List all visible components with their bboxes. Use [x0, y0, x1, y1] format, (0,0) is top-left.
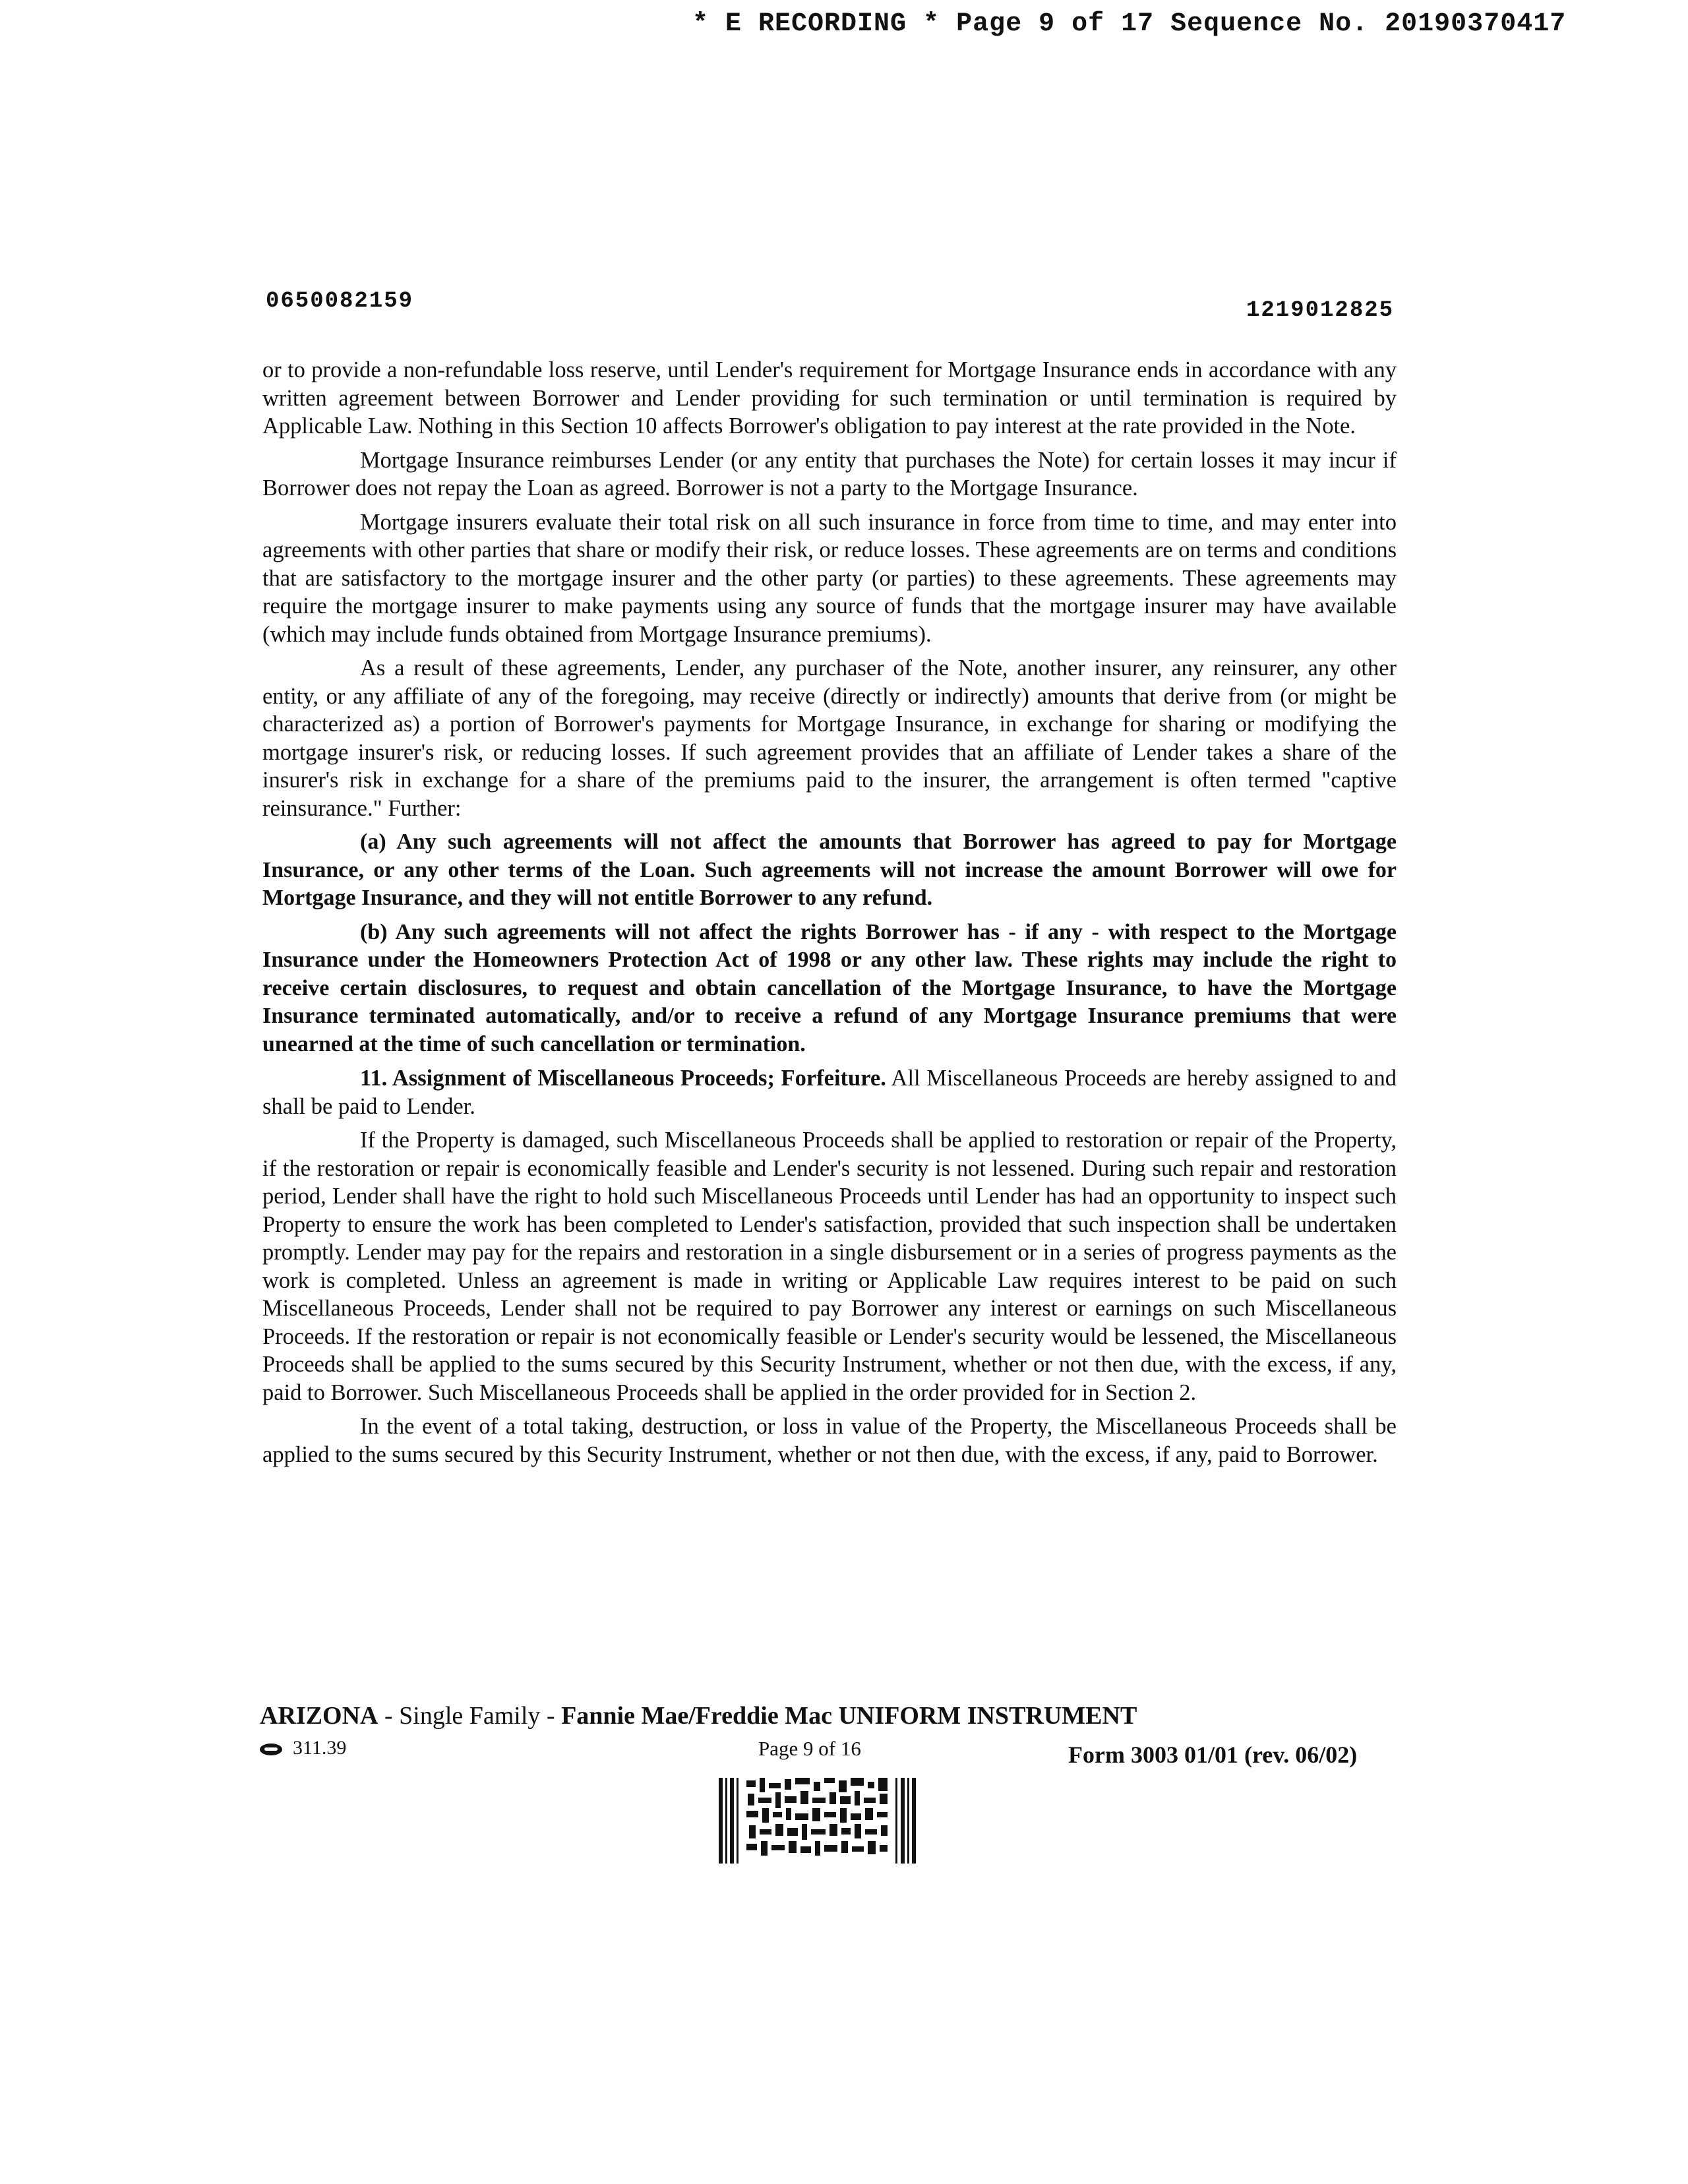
- paragraph-property-damaged: If the Property is damaged, such Miscellaneous Proceeds shall be applied to restoration or repair of the Property, if the restoration or repair is economically feasible and Lender's security is not lessened. During such repair and restoration period, Lender shall have the right to hold such Miscellaneous Proceeds until Lender has had an opportunity to inspect such Property to ensure the work has been completed to Lender's satisfaction, provided that such inspection shall be undertaken promptly. Lender may pay for the repairs and restoration in a single disbursement or in a series of progress payments as the work is completed. Unless an agreement is made in writing or Applicable Law requires interest to be paid on such Miscellaneous Proceeds, Lender shall not be required to pay Borrower any interest or earnings on such Miscellaneous Proceeds. If the restoration or repair is not economically feasible or Lender's security would be lessened, the Miscellaneous Proceeds shall be applied to the sums secured by this Security Instrument, whether or not then due, with the excess, if any, paid to Borrower. Such Miscellaneous Proceeds shall be applied in the order provided for in Section 2.: [262, 1128, 1397, 1405]
- section-11-text: All Miscellaneous Proceeds are hereby assigned to and shall be paid to Lender.: [262, 1066, 1397, 1119]
- paragraph-agreements-result: As a result of these agreements, Lender, any purchaser of the Note, another insurer, any reinsurer, any other entity, or any affiliate of any of the foregoing, may receive (directly or indirectly) amounts that derive from (or might be characterized as) a portion of Borrower's payments for Mortgage Insurance, in exchange for sharing or modifying the mortgage insurer's risk, or reducing losses. If such agreement provides that an affiliate of Lender takes a share of the insurer's risk in exchange for a share of the premiums paid to the insurer, the arrangement is often termed "captive reinsurance." Further:: [262, 655, 1397, 821]
- paragraph-continuation: or to provide a non-refundable loss reserve, until Lender's requirement for Mortgage Insurance ends in accordance with any written agreement between Borrower and Lender providing for such termination or until termination is required by Applicable Law. Nothing in this Section 10 affects Borrower's obligation to pay interest at the rate provided in the Note.: [262, 357, 1397, 439]
- recording-header: * E RECORDING * Page 9 of 17 Sequence No. 20190370417: [692, 9, 1567, 39]
- paragraph-total-taking: In the event of a total taking, destruction, or loss in value of the Property, the Miscellaneous Proceeds shall be applied to the sums secured by this Security Instrument, whether or not then due, with the excess, if any, paid to Borrower.: [262, 1414, 1397, 1467]
- loan-number-right: 1219012825: [1246, 298, 1395, 323]
- loan-number-left: 0650082159: [266, 289, 414, 314]
- footer-code: [260, 1737, 346, 1759]
- document-body: [262, 356, 1397, 1474]
- paragraph-mi-insurers: Mortgage insurers evaluate their total risk on all such insurance in force from time to time, and may enter into agreements with other parties that share or modify their risk, or reduce losses. These agreements are on terms and conditions that are satisfactory to the mortgage insurer and the other party (or parties) to these agreements. These agreements may require the mortgage insurer to make payments using any source of funds that the mortgage insurer may have available (which may include funds obtained from Mortgage Insurance premiums).: [262, 509, 1397, 647]
- form-number: Form 3003 01/01 (rev. 06/02): [1068, 1742, 1358, 1768]
- footer-state: ARIZONA: [260, 1702, 378, 1730]
- paragraph-clause-b: (b) Any such agreements will not affect the rights Borrower has - if any - with respect to the Mortgage Insurance under the Homeowners Protection Act of 1998 or any other law. These rights may include the right to receive certain disclosures, to request and obtain cancellation of the Mortgage Insurance, to have the Mortgage Insurance terminated automatically, and/or to receive a refund of any Mortgage Insurance premiums that were unearned at the time of such cancellation or termination.: [262, 919, 1397, 1056]
- page-number: Page 9 of 16: [758, 1737, 861, 1760]
- footer-code-number: 311.39: [293, 1737, 347, 1759]
- paragraph-clause-a: (a) Any such agreements will not affect the amounts that Borrower has agreed to pay for Mortgage Insurance, or any other terms of the Loan. Such agreements will not increase the amount Borrower will owe for Mortgage Insurance, and they will not entitle Borrower to any refund.: [262, 830, 1397, 910]
- paragraph-section-11: [262, 1064, 1397, 1120]
- footer-sep: - Single Family -: [378, 1702, 562, 1730]
- footer-instrument: Fannie Mae/Freddie Mac UNIFORM INSTRUMENT: [561, 1702, 1137, 1730]
- paragraph-mi-reimburses: Mortgage Insurance reimburses Lender (or any entity that purchases the Note) for certain losses it may incur if Borrower does not repay the Loan as agreed. Borrower is not a party to the Mortgage Insurance.: [262, 447, 1397, 501]
- section-11-title: 11. Assignment of Miscellaneous Proceeds; Forfeiture.: [360, 1066, 886, 1091]
- footer-title: [260, 1701, 1137, 1730]
- barcode-icon: [719, 1778, 917, 1864]
- lender-logo-icon: [260, 1744, 282, 1755]
